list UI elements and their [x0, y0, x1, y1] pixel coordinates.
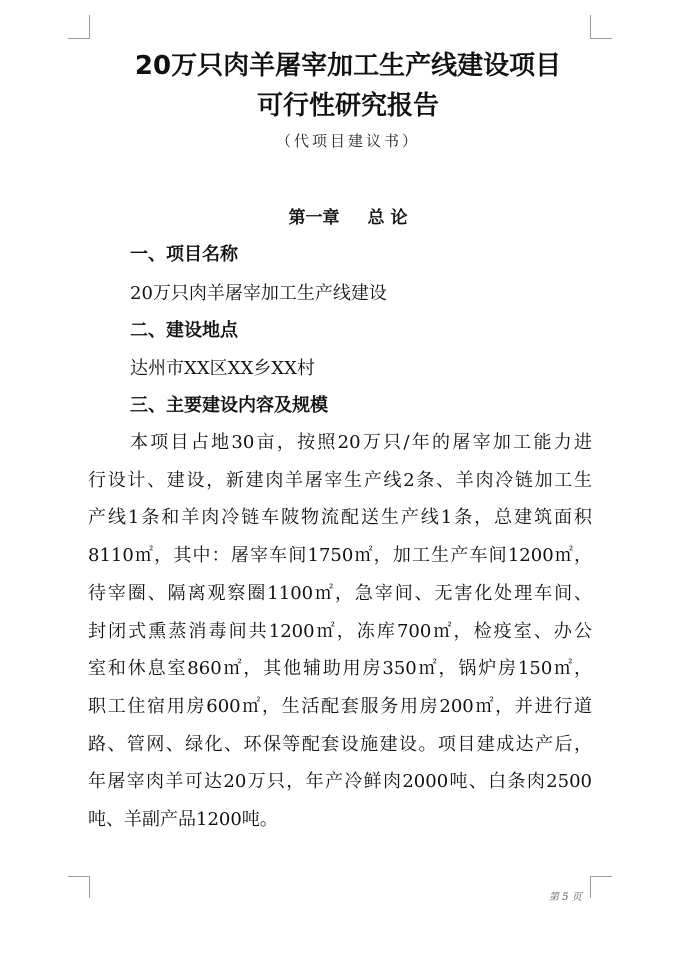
- body-line: 路、管网、绿化、环保等配套设施建设。项目建成达产后，: [88, 733, 592, 755]
- body-line: 吨、羊副产品1200吨。: [88, 809, 278, 830]
- corner-mark-bl-h: [68, 876, 90, 877]
- section-text: 达州市XX区XX乡XX村: [130, 358, 315, 379]
- corner-mark-br-v: [590, 876, 591, 898]
- body-line: 本项目占地30亩，按照20万只/年的屠宰加工能力进: [130, 432, 592, 453]
- chapter-number: 第一章: [288, 208, 340, 228]
- section-text: 20万只肉羊屠宰加工生产线建设: [130, 283, 387, 304]
- corner-mark-tr-v: [590, 15, 591, 39]
- section-heading: 三、主要建设内容及规模: [130, 395, 328, 416]
- document-title-line-1: 20万只肉羊屠宰加工生产线建设项目: [134, 51, 562, 81]
- document-subtitle: （代项目建议书）: [275, 132, 420, 150]
- document-title-line-2: 可行性研究报告: [256, 91, 439, 121]
- body-line: 职工住宿用房600㎡，生活配套服务用房200㎡，并进行道: [88, 695, 592, 717]
- corner-mark-tl-h: [68, 38, 90, 39]
- page-number: 第 5 页: [549, 892, 582, 903]
- body-line: 室和休息室860㎡，其他辅助用房350㎡，锅炉房150㎡，: [88, 658, 592, 680]
- body-line: 产线1条和羊肉冷链车陂物流配送生产线1条，总建筑面积: [88, 507, 592, 529]
- section-heading: 一、项目名称: [130, 244, 238, 265]
- corner-mark-bl-v: [89, 876, 90, 898]
- section-heading: 二、建设地点: [130, 320, 238, 341]
- corner-mark-tr-h: [590, 38, 612, 39]
- chapter-name: 总 论: [367, 208, 408, 228]
- body-line: 8110㎡，其中：屠宰车间1750㎡，加工生产车间1200㎡，: [88, 545, 592, 567]
- corner-mark-br-h: [590, 876, 612, 877]
- body-line: 行设计、建设，新建肉羊屠宰生产线2条、羊肉冷链加工生: [88, 469, 592, 491]
- body-line: 封闭式熏蒸消毒间共1200㎡，冻库700㎡，检疫室、办公: [88, 620, 592, 642]
- body-line: 年屠宰肉羊可达20万只，年产冷鲜肉2000吨、白条肉2500: [88, 771, 592, 793]
- body-line: 待宰圈、隔离观察圈1100㎡，急宰间、无害化处理车间、: [88, 582, 592, 604]
- corner-mark-tl-v: [89, 15, 90, 39]
- chapter-heading: [0, 203, 696, 228]
